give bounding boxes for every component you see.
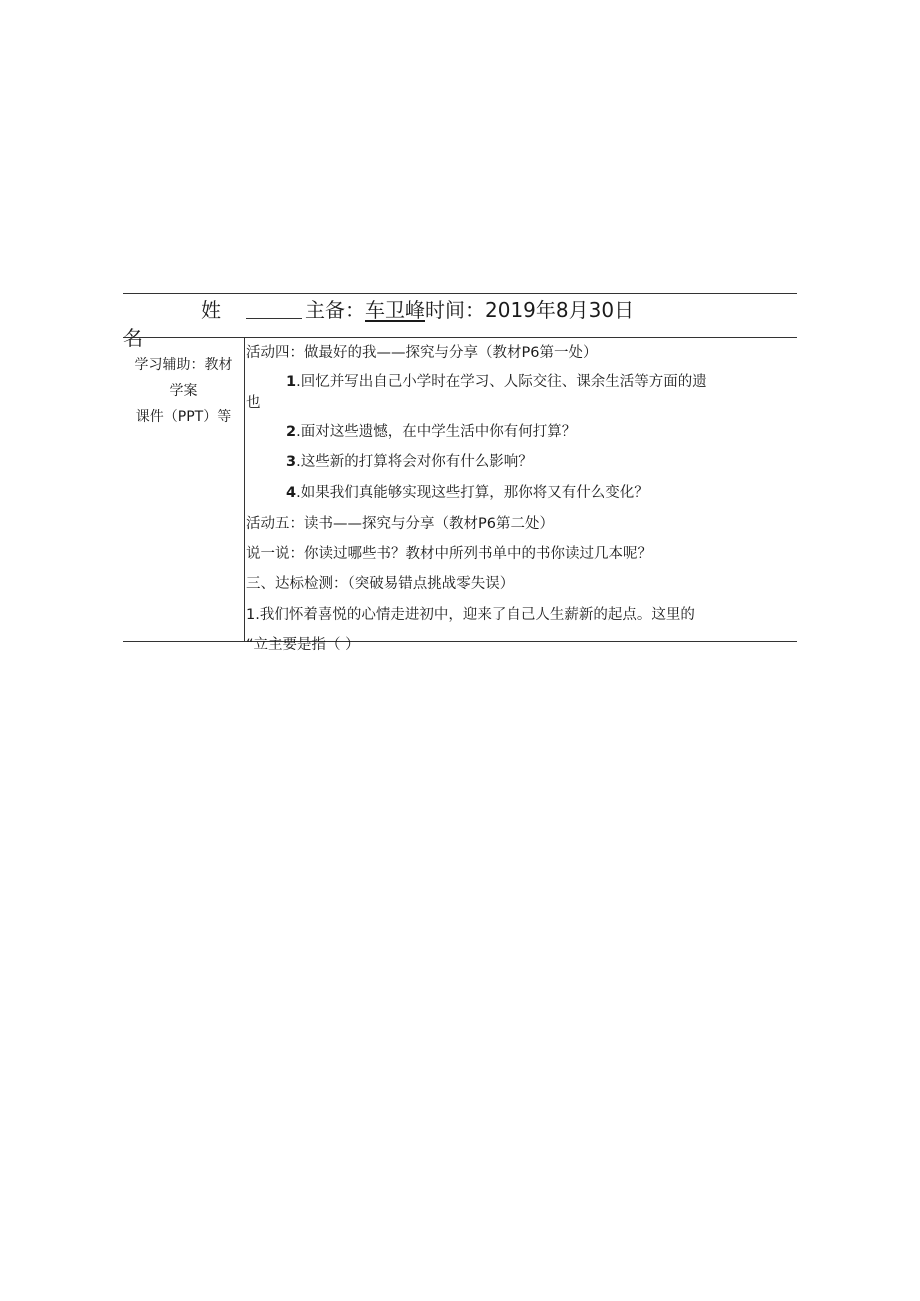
question-4-number: 4 <box>286 485 297 501</box>
time-label: 时间：2019年8月30日 <box>425 298 635 322</box>
question-1-text: .回忆并写出自己小学时在学习、人际交往、课余生活等方面的遗 <box>296 374 707 390</box>
activity5-title: 活动五：读书——探究与分享（教材P6第二处） <box>246 516 554 532</box>
learning-aids-line-1: 学习辅助：教材 <box>134 357 233 373</box>
question-2 <box>286 420 576 441</box>
test-question-1-continued: “立主要是指（ ） <box>246 637 360 653</box>
say-line: 说一说：你读过哪些书？教材中所列书单中的书你读过几本呢？ <box>246 546 652 562</box>
question-3-text: .这些新的打算将会对你有什么影响？ <box>296 454 533 470</box>
question-1 <box>286 370 707 391</box>
section3-title: 三、达标检测：（突破易错点挑战零失误） <box>246 576 515 592</box>
author-label: 主备： <box>305 298 365 322</box>
header-row <box>123 294 797 350</box>
question-1-number: 1 <box>286 374 297 390</box>
question-2-text: .面对这些遗憾，在中学生活中你有何打算？ <box>296 424 577 440</box>
question-4-text: .如果我们真能够实现这些打算，那你将又有什么变化？ <box>296 485 649 501</box>
author-name: 车卫峰 <box>365 298 425 322</box>
activity4-title: 活动四：做最好的我——探究与分享（教材P6第一处） <box>246 345 598 361</box>
table-bottom-border <box>123 641 797 642</box>
question-3-number: 3 <box>286 454 297 470</box>
question-4 <box>286 481 649 502</box>
surname-blank-line <box>246 318 302 319</box>
header-info <box>305 296 634 324</box>
surname-label-continued: 名 <box>123 326 143 350</box>
question-3 <box>286 450 533 471</box>
learning-aids-cell <box>123 352 244 430</box>
question-1-continued: 也 <box>246 395 261 411</box>
test-question-1: 1.我们怀着喜悦的心情走进初中，迎来了自己人生薪新的起点。这里的 <box>246 607 695 623</box>
learning-aids-line-2: 学案 <box>169 383 198 399</box>
question-2-number: 2 <box>286 424 297 440</box>
surname-label: 姓 <box>201 298 221 322</box>
content-cell <box>246 338 794 653</box>
learning-aids-line-3: 课件（PPT）等 <box>135 409 232 425</box>
column-divider <box>244 338 245 641</box>
